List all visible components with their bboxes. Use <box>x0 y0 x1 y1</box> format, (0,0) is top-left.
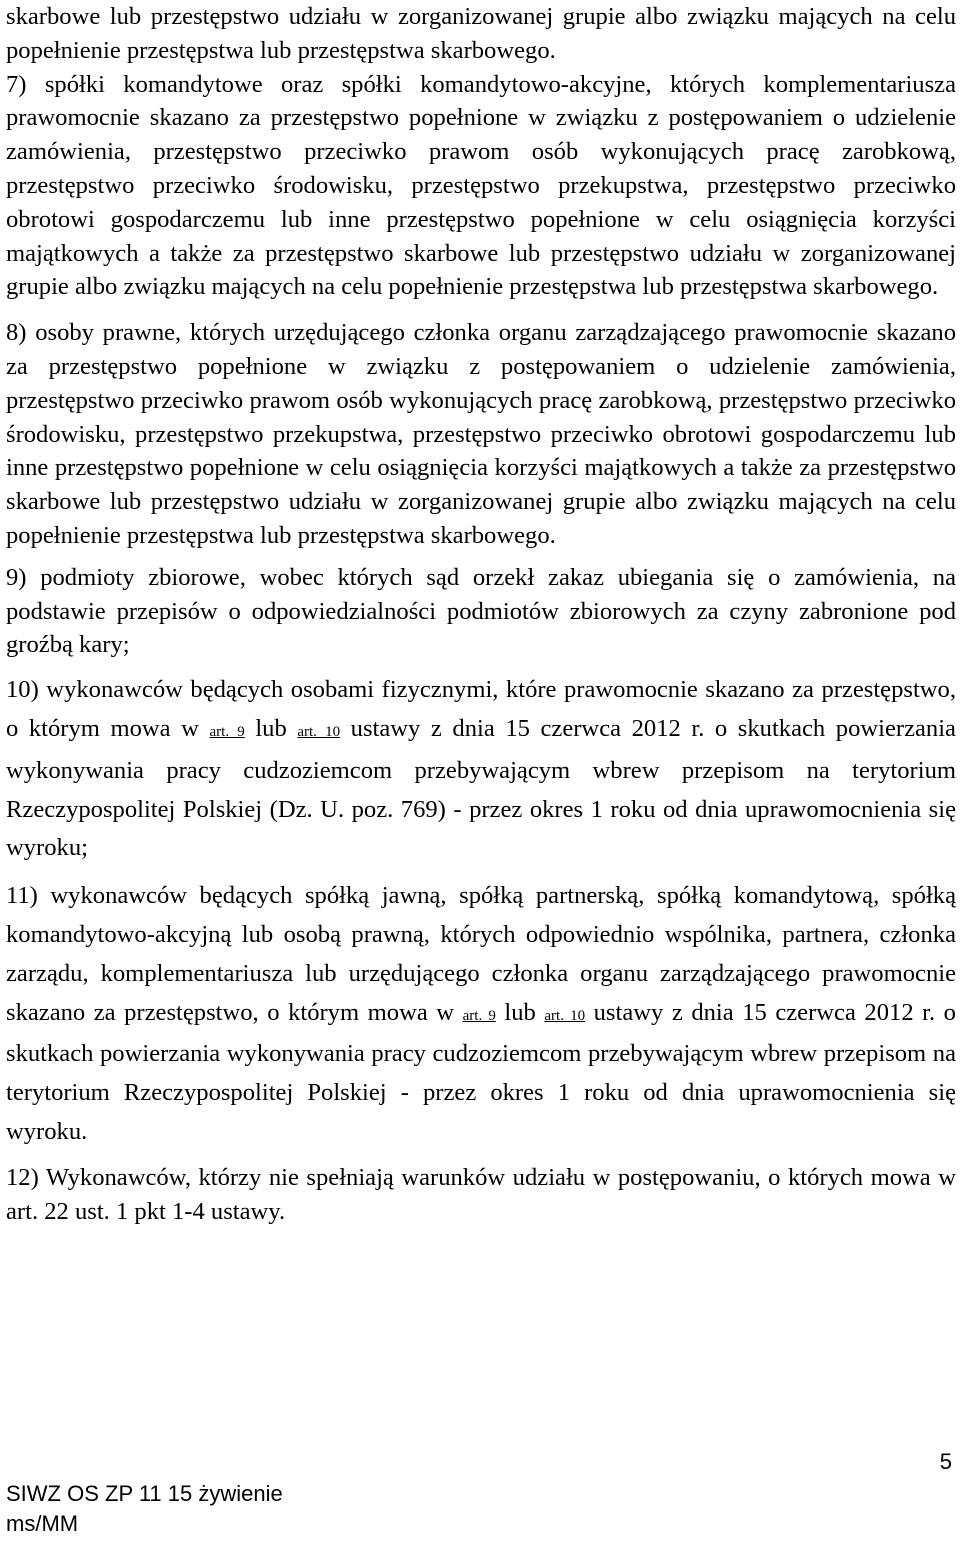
item-11-text-before: 11) wykonawców będących spółką jawną, spółką partnerską, spółką komandytową, spółką komandytowo-akcyjną lub osobą prawną, których odpowiednio wspólnika, partnera, członka zarządu, komplementariusza lub urzędującego członka organu zarządzającego prawomocnie skazano za przestępstwo, o którym mowa w <box>6 882 956 1026</box>
footer-initials: ms/MM <box>6 1511 79 1536</box>
article-10-link[interactable]: art. 10 <box>297 723 341 740</box>
article-10-link[interactable]: art. 10 <box>544 1007 586 1024</box>
item-10-text-after: ustawy z dnia 15 czerwca 2012 r. o skutkach powierzania wykonywania pracy cudzoziemcom przebywającym wbrew przepisom na terytorium Rzeczypospolitej Polskiej (Dz. U. poz. 769) - przez okres 1 roku od dnia uprawomocnienia się wyroku; <box>6 714 956 862</box>
paragraph-item-12: 12) Wykonawców, którzy nie spełniają warunków udziału w postępowaniu, o których mowa w art. 22 ust. 1 pkt 1-4 ustawy. <box>6 1163 956 1225</box>
item-10-text-before: 10) wykonawców będących osobami fizycznymi, które prawomocnie skazano za przestępstwo, o którym mowa w <box>6 676 956 742</box>
paragraph-item-7: 7) spółki komandytowe oraz spółki komandytowo-akcyjne, których komplementariusza prawomocnie skazano za przestępstwo popełnione w związku z postępowaniem o udzielenie zamówienia, przestępstwo przeciwko prawom osób wykonujących pracę zarobkową, przestępstwo przeciwko środowisku, przestępstwo przekupstwa, przestępstwo przeciwko obrotowi gospodarczemu lub inne przestępstwo popełnione w celu osiągnięcia korzyści majątkowych a także za przestępstwo skarbowe lub przestępstwo udziału w zorganizowanej grupie albo związku mających na celu popełnienie przestępstwa lub przestępstwa skarbowego. <box>6 70 956 301</box>
item-11-text-middle: lub <box>495 998 545 1026</box>
page-number: 5 <box>939 1449 952 1474</box>
paragraph-intro: skarbowe lub przestępstwo udziału w zorganizowanej grupie albo związku mających na celu popełnienie przestępstwa lub przestępstwa skarbowego. <box>6 3 956 64</box>
document-body <box>6 0 956 1229</box>
article-9-link[interactable]: art. 9 <box>209 723 245 740</box>
footer-document-id: SIWZ OS ZP 11 15 żywienie <box>6 1481 283 1506</box>
article-9-link[interactable]: art. 9 <box>462 1007 496 1024</box>
paragraph-item-11 <box>6 877 956 1152</box>
paragraph-item-10 <box>6 671 956 868</box>
item-11-text-after: ustawy z dnia 15 czerwca 2012 r. o skutkach powierzania wykonywania pracy cudzoziemcom przebywającym wbrew przepisom na terytorium Rzeczypospolitej Polskiej - przez okres 1 roku od dnia uprawomocnienia się wyroku. <box>6 998 956 1145</box>
item-10-text-middle: lub <box>244 714 298 742</box>
paragraph-item-9: 9) podmioty zbiorowe, wobec których sąd orzekł zakaz ubiegania się o zamówienia, na podstawie przepisów o odpowiedzialności podmiotów zbiorowych za czyny zabronione pod groźbą kary; <box>6 563 956 659</box>
paragraph-item-8: 8) osoby prawne, których urzędującego członka organu zarządzającego prawomocnie skazano za przestępstwo popełnione w związku z postępowaniem o udzielenie zamówienia, przestępstwo przeciwko prawom osób wykonujących pracę zarobkową, przestępstwo przeciwko środowisku, przestępstwo przekupstwa, przestępstwo przeciwko obrotowi gospodarczemu lub inne przestępstwo popełnione w celu osiągnięcia korzyści majątkowych a także za przestępstwo skarbowe lub przestępstwo udziału w zorganizowanej grupie albo związku mających na celu popełnienie przestępstwa lub przestępstwa skarbowego. <box>6 319 956 549</box>
footer <box>6 1479 283 1539</box>
